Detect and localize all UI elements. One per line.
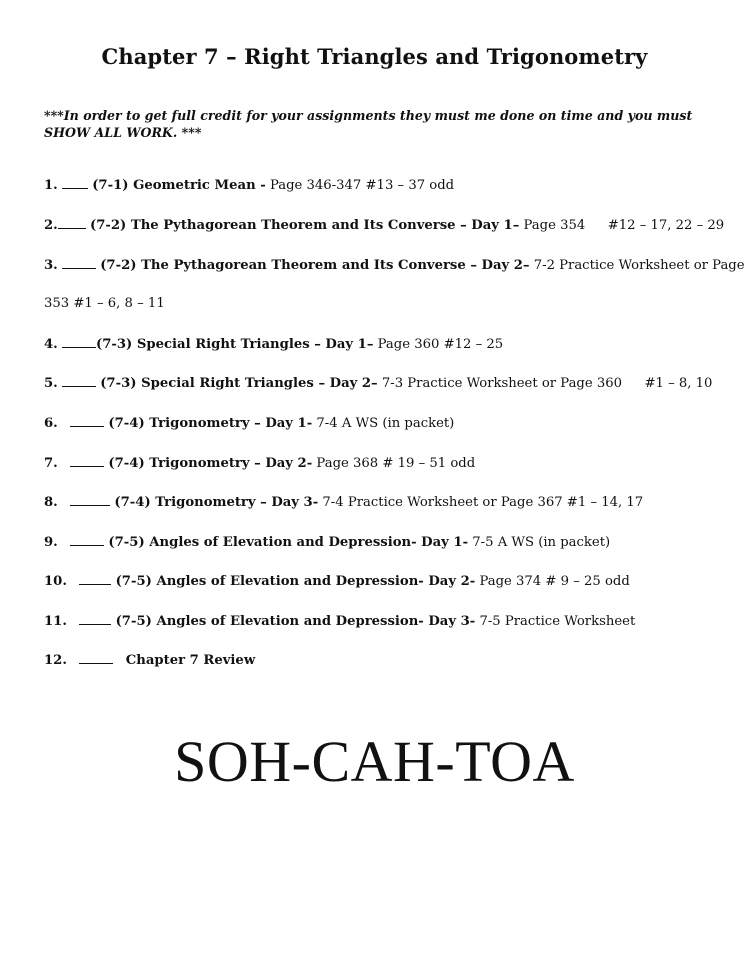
item-number: 12. [44, 653, 67, 668]
list-item [44, 651, 255, 670]
item-number: 5. [44, 376, 58, 391]
item-topic: (7-4) Trigonometry – Day 1- [108, 416, 313, 431]
check-blank[interactable] [70, 454, 104, 467]
item-topic: (7-4) Trigonometry – Day 2- [108, 456, 313, 471]
item-topic: (7-5) Angles of Elevation and Depression- Day 2- [115, 574, 476, 589]
item-number: 4. [44, 337, 58, 352]
item-topic: (7-3) Special Right Triangles – Day 2– [100, 376, 378, 391]
item-topic: (7-1) Geometric Mean - [92, 178, 266, 193]
check-blank[interactable] [79, 651, 113, 664]
list-item [44, 256, 745, 275]
item-topic: (7-5) Angles of Elevation and Depression- Day 3- [115, 614, 476, 629]
check-blank[interactable] [70, 414, 104, 427]
check-blank[interactable] [79, 572, 111, 585]
list-item [44, 533, 610, 552]
item-topic: (7-2) The Pythagorean Theorem and Its Converse – Day 1– [89, 218, 520, 233]
item-task: Page 354 [523, 218, 586, 233]
item-topic: (7-5) Angles of Elevation and Depression- Day 1- [108, 535, 469, 550]
item-number: 7. [44, 456, 58, 471]
item-task: Page 374 # 9 – 25 odd [479, 574, 630, 589]
check-blank[interactable] [62, 176, 88, 189]
item-task: Page 368 # 19 – 51 odd [316, 456, 476, 471]
item-number: 9. [44, 535, 58, 550]
check-blank[interactable] [79, 612, 111, 625]
item-task-continued: 353 #1 – 6, 8 – 11 [44, 296, 165, 311]
item-task: 7-4 A WS (in packet) [316, 416, 455, 431]
soh-cah-toa-heading: SOH-CAH-TOA [174, 729, 575, 794]
list-item-continuation [44, 295, 165, 313]
check-blank[interactable] [58, 216, 86, 229]
item-task: 7-3 Practice Worksheet or Page 360 [381, 376, 623, 391]
item-number: 2. [44, 218, 58, 233]
item-task: 7-4 Practice Worksheet or Page 367 #1 – 14, 17 [322, 495, 644, 510]
list-item [44, 216, 724, 235]
list-item [44, 335, 503, 354]
list-item [44, 176, 454, 195]
list-item [44, 374, 712, 393]
item-task: Page 360 #12 – 25 [377, 337, 504, 352]
item-number: 3. [44, 258, 58, 273]
list-item [44, 493, 643, 512]
item-number: 8. [44, 495, 58, 510]
item-topic: Chapter 7 Review [125, 653, 256, 668]
item-number: 1. [44, 178, 58, 193]
item-topic: (7-4) Trigonometry – Day 3- [114, 495, 319, 510]
item-task: Page 346-347 #13 – 37 odd [269, 178, 455, 193]
check-blank[interactable] [62, 335, 96, 348]
item-number: 6. [44, 416, 58, 431]
page-title: Chapter 7 – Right Triangles and Trigonometry [101, 44, 648, 69]
list-item [44, 454, 475, 473]
item-number: 11. [44, 614, 67, 629]
check-blank[interactable] [62, 256, 96, 269]
item-topic: (7-3) Special Right Triangles – Day 1– [95, 337, 374, 352]
item-task-extra: #12 – 17, 22 – 29 [607, 218, 725, 233]
check-blank[interactable] [70, 533, 104, 546]
item-task: 7-5 A WS (in packet) [472, 535, 611, 550]
item-task: 7-5 Practice Worksheet [479, 614, 636, 629]
item-number: 10. [44, 574, 67, 589]
item-topic: (7-2) The Pythagorean Theorem and Its Converse – Day 2– [100, 258, 530, 273]
list-item [44, 572, 630, 591]
check-blank[interactable] [70, 493, 110, 506]
item-task: 7-2 Practice Worksheet or Page [533, 258, 745, 273]
item-task-extra: #1 – 8, 10 [644, 376, 713, 391]
list-item [44, 414, 454, 433]
check-blank[interactable] [62, 374, 96, 387]
credit-note: ***In order to get full credit for your assignments they must me done on time and you must SHOW ALL WORK. *** [44, 108, 693, 140]
list-item [44, 612, 635, 631]
